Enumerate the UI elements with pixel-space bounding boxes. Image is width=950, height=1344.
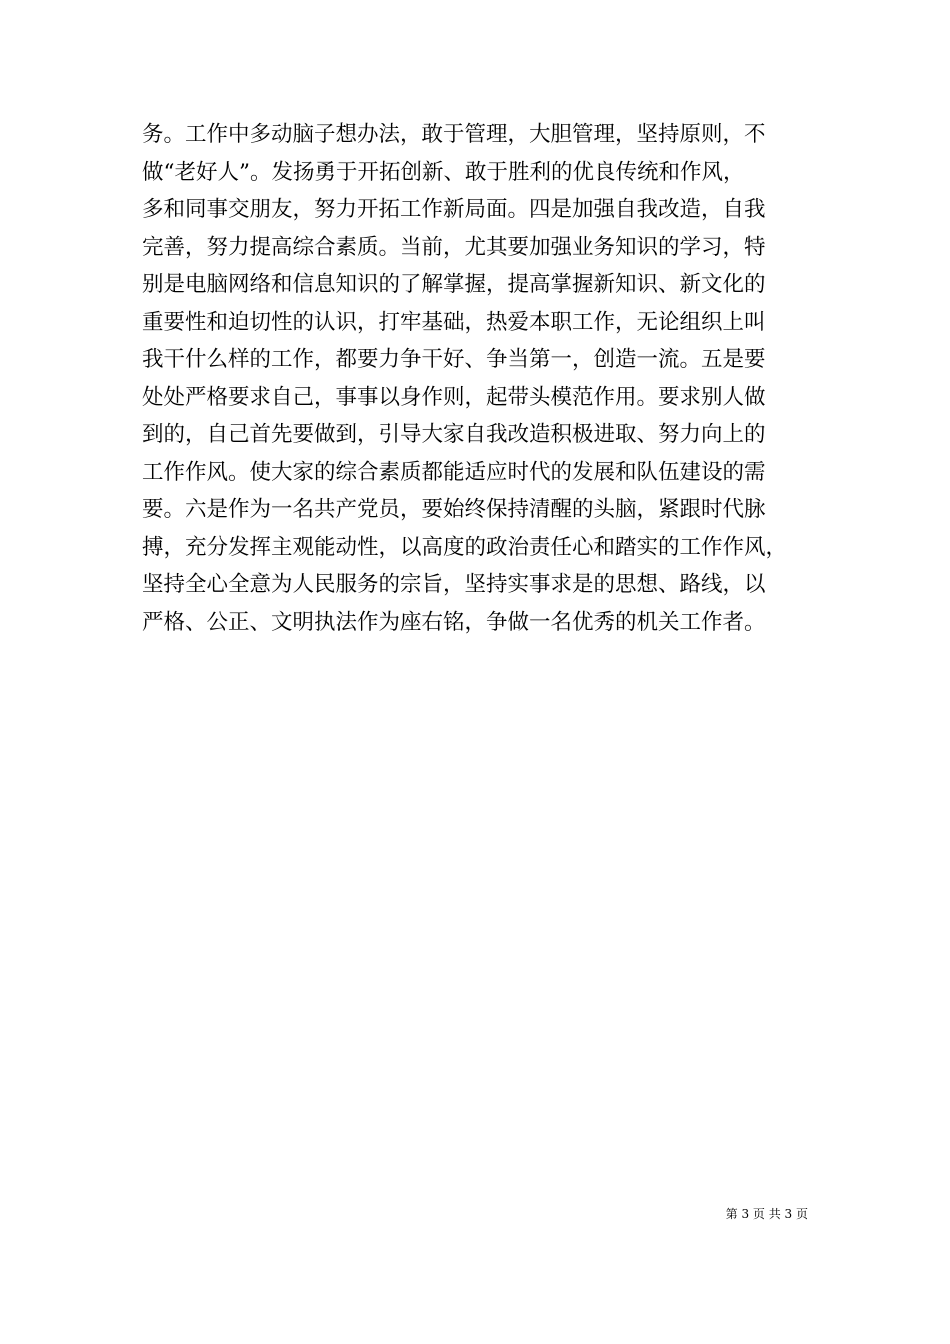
text-line: 做“老好人”。发扬勇于开拓创新、敢于胜利的优良传统和作风， <box>142 159 745 185</box>
text-line: 重要性和迫切性的认识，打牢基础，热爱本职工作，无论组织上叫 <box>142 309 766 335</box>
text-line: 务。工作中多动脑子想办法，敢于管理，大胆管理，坚持原则，不 <box>142 122 766 147</box>
body-paragraph <box>142 116 822 641</box>
text-line: 别是电脑网络和信息知识的了解掌握，提高掌握新知识、新文化的 <box>142 272 766 297</box>
text-line: 坚持全心全意为人民服务的宗旨，坚持实事求是的思想、路线，以 <box>142 572 766 597</box>
text-line: 多和同事交朋友，努力开拓工作新局面。四是加强自我改造，自我 <box>142 197 766 222</box>
text-line: 完善，努力提高综合素质。当前，尤其要加强业务知识的学习，特 <box>142 234 766 260</box>
text-line: 要。六是作为一名共产党员，要始终保持清醒的头脑，紧跟时代脉 <box>142 497 766 522</box>
page-number: 第 3 页 共 3 页 <box>725 1207 808 1221</box>
text-line: 严格、公正、文明执法作为座右铭，争做一名优秀的机关工作者。 <box>142 609 766 635</box>
text-line: 处处严格要求自己，事事以身作则，起带头模范作用。要求别人做 <box>142 384 766 410</box>
text-line: 到的，自己首先要做到，引导大家自我改造积极进取、努力向上的 <box>142 422 766 447</box>
text-line: 工作作风。使大家的综合素质都能适应时代的发展和队伍建设的需 <box>142 459 766 485</box>
text-line: 我干什么样的工作，都要力争干好、争当第一，创造一流。五是要 <box>142 347 766 372</box>
text-line: 搏，充分发挥主观能动性，以高度的政治责任心和踏实的工作作风， <box>142 534 788 560</box>
